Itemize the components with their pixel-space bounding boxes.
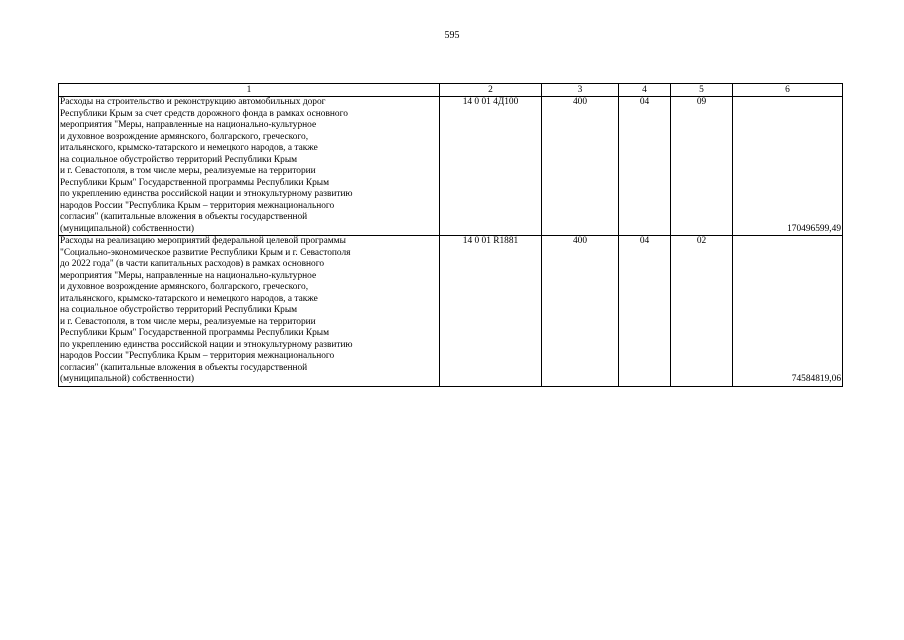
- column-header: 6: [733, 84, 843, 97]
- column-header: 4: [619, 84, 671, 97]
- expense-description: Расходы на строительство и реконструкцию автомобильных дорог Республики Крым за счет средств дорожного фонда в рамках основного мероприятия "Меры, направленные на национально-культурное и духовное возрождение армянского, болгарского, греческого, итальянского, крымско-татарского и немецкого народов, а также на социальное обустройство территорий Республики Крым и г. Севастополя, в том числе меры, реализуемые на территории Республики Крым" Государственной программы Республики Крым по укреплению единства российской нации и этнокультурному развитию народов России "Республика Крым – территория межнационального согласия" (капитальные вложения в объекты государственной (муниципальной) собственности): [59, 97, 440, 236]
- program-code: 14 0 01 4Д100: [440, 97, 542, 236]
- expense-description: Расходы на реализацию мероприятий федеральной целевой программы "Социально-экономическое развитие Республики Крым и г. Севастополя до 2022 года" (в части капитальных расходов) в рамках основного мероприятия "Меры, направленные на национально-культурное и духовное возрождение армянского, болгарского, греческого, итальянского, крымско-татарского и немецкого народов, а также на социальное обустройство территорий Республики Крым и г. Севастополя, в том числе меры, реализуемые на территории Республики Крым" Государственной программы Республики Крым по укреплению единства российской нации и этнокультурному развитию народов России "Республика Крым – территория межнационального согласия" (капитальные вложения в объекты государственной (муниципальной) собственности): [59, 236, 440, 387]
- page-number: 595: [444, 30, 460, 41]
- column-header: 5: [671, 84, 733, 97]
- expense-type-code: 400: [542, 236, 619, 387]
- budget-table: [58, 83, 843, 387]
- column-header: 1: [59, 84, 440, 97]
- table-row: [59, 97, 843, 236]
- subsection-code: 02: [671, 236, 733, 387]
- column-header: 3: [542, 84, 619, 97]
- amount-value: 170496599,49: [733, 97, 843, 236]
- amount-value: 74584819,06: [733, 236, 843, 387]
- column-header: 2: [440, 84, 542, 97]
- section-code: 04: [619, 97, 671, 236]
- subsection-code: 09: [671, 97, 733, 236]
- section-code: 04: [619, 236, 671, 387]
- expense-type-code: 400: [542, 97, 619, 236]
- program-code: 14 0 01 R1881: [440, 236, 542, 387]
- table-row: [59, 236, 843, 387]
- table-header-row: [59, 84, 843, 97]
